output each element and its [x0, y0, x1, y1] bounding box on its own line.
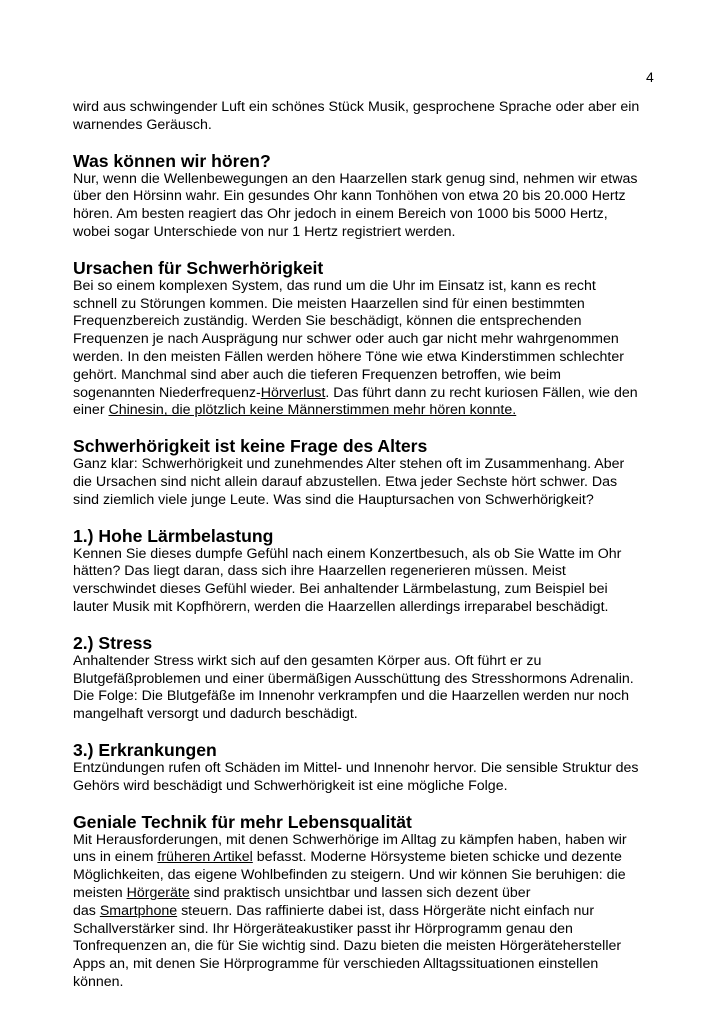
body-line — [73, 974, 663, 992]
text-segment: verschwindet dieses Gefühl wieder. Bei anhaltender Lärmbelastung, zum Beispiel bei — [73, 581, 608, 598]
section-spacer — [73, 242, 663, 258]
body-line — [73, 224, 663, 242]
text-segment: gehört. Manchmal sind aber auch die tieferen Frequenzen betroffen, wie beim — [73, 366, 561, 383]
text-segment: Die Folge: Die Blutgefäße im Innenohr verkrampfen und die Haarzellen werden nur noch — [73, 688, 629, 705]
body-line — [73, 849, 663, 867]
section-spacer — [73, 135, 663, 151]
text-segment: mangelhaft versorgt und dadurch beschädigt. — [73, 706, 358, 723]
body-line — [73, 885, 663, 903]
text-segment: uns in einem — [73, 849, 158, 866]
body-line — [73, 349, 663, 367]
text-segment: Frequenzbereich zuständig. Werden Sie beschädigt, können die entsprechenden — [73, 313, 582, 330]
section-spacer — [73, 617, 663, 633]
text-segment: sind praktisch unsichtbar und lassen sich dezent über — [189, 884, 531, 901]
intro-line: wird aus schwingender Luft ein schönes Stück Musik, gesprochene Sprache oder aber ein — [73, 99, 640, 115]
section-heading: Was können wir hören? — [73, 150, 271, 171]
text-segment: Kennen Sie dieses dumpfe Gefühl nach einem Konzertbesuch, als ob Sie Watte im Ohr — [73, 545, 622, 562]
body-line — [73, 474, 663, 492]
text-segment: Bei so einem komplexen System, das rund um die Uhr im Einsatz ist, kann es recht — [73, 277, 596, 294]
body-line — [73, 938, 663, 956]
body-line — [73, 402, 663, 420]
page-content — [73, 99, 663, 992]
text-segment: Blutgefäßproblemen und einer übermäßigen Ausschüttung des Stresshormons Adrenalin. — [73, 670, 634, 687]
body-line — [73, 867, 663, 885]
section-heading: Geniale Technik für mehr Lebensqualität — [73, 811, 412, 832]
body-line — [73, 706, 663, 724]
text-segment: schnell zu Störungen kommen. Die meisten Haarzellen sind für einen bestimmten — [73, 295, 585, 312]
text-segment: Apps an, mit denen Sie Hörprogramme für verschieden Alltagssituationen einstellen — [73, 956, 599, 973]
text-segment: steuern. Das raffinierte dabei ist, dass Hörgeräte nicht einfach nur — [177, 902, 595, 919]
body-line — [73, 367, 663, 385]
text-segment: einer — [73, 402, 109, 419]
text-segment: über den Hörsinn wahr. Ein gesundes Ohr kann Tonhöhen von etwa 20 bis 20.000 Hertz — [73, 188, 626, 205]
text-segment: hätten? Das liegt daran, dass sich ihre Haarzellen regenerieren müssen. Meist — [73, 563, 566, 580]
text-segment: Nur, wenn die Wellenbewegungen an den Haarzellen stark genug sind, nehmen wir etwas — [73, 170, 638, 187]
inline-link[interactable]: früheren Artikel — [157, 849, 253, 866]
body-line — [73, 581, 663, 599]
text-segment: . Das führt dann zu recht kuriosen Fällen, wie den — [325, 384, 638, 401]
text-segment: Möglichkeiten, das eigene Wohlbefinden zu steigern. Und wir können Sie beruhigen: die — [73, 867, 626, 884]
body-line — [73, 546, 663, 564]
section-spacer — [73, 796, 663, 812]
text-segment: wobei sogar Unterschiede von nur 1 Hertz registriert werden. — [73, 223, 456, 240]
page-number: 4 — [646, 69, 654, 85]
body-line — [73, 778, 663, 796]
section-heading: 3.) Erkrankungen — [73, 739, 217, 760]
body-line — [73, 492, 663, 510]
text-segment: das — [73, 902, 100, 919]
text-segment: hören. Am besten reagiert das Ohr jedoch in einem Bereich von 1000 bis 5000 Hertz, — [73, 206, 608, 223]
body-line — [73, 188, 663, 206]
section-spacer — [73, 724, 663, 740]
body-line — [73, 296, 663, 314]
section-spacer — [73, 510, 663, 526]
body-line — [73, 385, 663, 403]
body-line — [73, 903, 663, 921]
text-segment: sind ziemlich viele junge Leute. Was sind die Hauptursachen von Schwerhörigkeit? — [73, 491, 594, 508]
body-line — [73, 832, 663, 850]
body-line — [73, 278, 663, 296]
body-line — [73, 206, 663, 224]
section-heading: 1.) Hohe Lärmbelastung — [73, 525, 274, 546]
body-line — [73, 688, 663, 706]
section-spacer — [73, 420, 663, 436]
text-segment: Ganz klar: Schwerhörigkeit und zunehmendes Alter stehen oft im Zusammenhang. Aber — [73, 456, 625, 473]
section-heading: 2.) Stress — [73, 632, 153, 653]
text-segment: Mit Herausforderungen, mit denen Schwerhörige im Alltag zu kämpfen haben, haben wir — [73, 831, 627, 848]
section-heading: Ursachen für Schwerhörigkeit — [73, 257, 324, 278]
text-segment: meisten — [73, 884, 127, 901]
body-line — [73, 313, 663, 331]
body-line — [73, 331, 663, 349]
text-segment: Anhaltender Stress wirkt sich auf den gesamten Körper aus. Oft führt er zu — [73, 652, 542, 669]
body-line — [73, 599, 663, 617]
body-line — [73, 456, 663, 474]
text-segment: Frequenzen je nach Ausprägung nur schwer oder auch gar nicht mehr wahrgenommen — [73, 331, 619, 348]
text-segment: befasst. Moderne Hörsysteme bieten schicke und dezente — [252, 849, 622, 866]
body-line — [73, 956, 663, 974]
text-segment: sogenannten Niederfrequenz- — [73, 384, 261, 401]
text-segment: lauter Musik mit Kopfhörern, werden die Haarzellen allerdings irreparabel beschädigt. — [73, 598, 609, 615]
text-segment: Gehörs wird beschädigt und Schwerhörigkeit ist eine mögliche Folge. — [73, 777, 508, 794]
text-segment: können. — [73, 973, 124, 990]
body-line — [73, 760, 663, 778]
text-segment: Tonfrequenzen an, die für Sie wichtig sind. Dazu bieten die meisten Hörgerätehersteller — [73, 938, 622, 955]
sections-container — [73, 135, 663, 992]
body-line — [73, 563, 663, 581]
inline-link[interactable]: Smartphone — [99, 902, 178, 919]
inline-link[interactable]: Hörgeräte — [126, 884, 190, 901]
inline-link[interactable]: Chinesin, die plötzlich keine Männerstimmen mehr hören konnte. — [108, 402, 517, 419]
body-line — [73, 921, 663, 939]
section-heading: Schwerhörigkeit ist keine Frage des Alters — [73, 436, 428, 457]
intro-line: warnendes Geräusch. — [73, 116, 212, 133]
body-line — [73, 171, 663, 189]
inline-link[interactable]: Hörverlust — [260, 384, 326, 401]
body-line — [73, 653, 663, 671]
text-segment: die Ursachen sind nicht allein darauf abzustellen. Etwa jeder Sechste hört schwer. Das — [73, 473, 618, 490]
text-segment: Entzündungen rufen oft Schäden im Mittel- und Innenohr hervor. Die sensible Struktur des — [73, 759, 639, 776]
body-line — [73, 671, 663, 689]
text-segment: werden. In den meisten Fällen werden höhere Töne wie etwa Kinderstimmen schlechter — [73, 348, 624, 365]
text-segment: Schallverstärker sind. Ihr Hörgeräteakustiker passt ihr Hörprogramm genau den — [73, 920, 573, 937]
